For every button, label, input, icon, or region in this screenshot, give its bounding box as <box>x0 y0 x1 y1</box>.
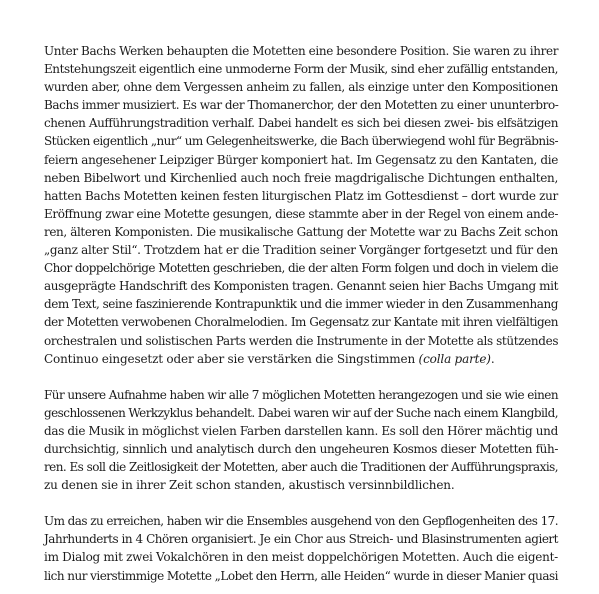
text-line: Für unsere Aufnahme haben wir alle 7 möglichen Motetten herangezogen und sie wie einen <box>44 387 558 402</box>
text-line: durchsichtig, sinnlich und analytisch durch den ungeheuren Kosmos dieser Motetten füh- <box>44 441 558 456</box>
text-line: orchestralen und solistischen Parts werden die Instrumente in der Motette als stützendes <box>44 333 559 348</box>
text-line: ren, älteren Komponisten. Die musikalische Gattung der Motette war zu Bachs Zeit schon <box>44 224 558 239</box>
text-segment: Continuo eingesetzt oder aber sie verstärken die Singstimmen <box>44 351 419 366</box>
text-page <box>44 42 558 585</box>
text-line: Bachs immer musiziert. Es war der Thomanerchor, der den Motetten zu einer ununterbro- <box>44 98 559 113</box>
text-line: feiern angesehener Leipziger Bürger komponiert hat. Im Gegensatz zu den Kantaten, die <box>44 152 558 167</box>
text-line: wurden aber, ohne dem Vergessen anheim zu fallen, als einzige unter den Kompositionen <box>44 80 558 95</box>
italic-term: (colla parte) <box>418 351 491 366</box>
text-line: neben Bibelwort und Kirchenlied auch noch freie magdrigalische Dichtungen enthalten, <box>44 170 558 185</box>
text-line: Um das zu erreichen, haben wir die Ensembles ausgehend von den Gepflogenheiten des 17. <box>44 514 558 529</box>
text-line: das die Musik in möglichst vielen Farben darstellen kann. Es soll den Hörer mächtig und <box>44 423 558 438</box>
text-line: dem Text, seine faszinierende Kontrapunktik und die immer wieder in den Zusammenhang <box>44 297 558 312</box>
text-line: Entstehungszeit eigentlich eine unmoderne Form der Musik, sind eher zufällig entstanden, <box>44 62 559 77</box>
text-line: Stücken eigentlich „nur“ um Gelegenheitswerke, die Bach überwiegend wohl für Begräbnis- <box>44 134 558 149</box>
text-line: ausgeprägte Handschrift des Komponisten tragen. Genannt seien hier Bachs Umgang mit <box>44 279 558 294</box>
text-line: lich nur vierstimmige Motette „Lobet den Herrn, alle Heiden“ wurde in dieser Manier quasi <box>44 568 558 583</box>
text-segment: . <box>490 351 495 366</box>
text-line <box>44 350 558 368</box>
text-line: Chor doppelchörige Motetten geschrieben, die der alten Form folgen und doch in vielem die <box>44 261 558 276</box>
text-line: „ganz alter Stil“. Trotzdem hat er die Tradition seiner Vorgänger fortgesetzt und für den <box>44 243 558 258</box>
text-line: hatten Bachs Motetten keinen festen liturgischen Platz im Gottesdienst – dort wurde zur <box>44 188 558 203</box>
text-line: Jahrhunderts in 4 Chören organisiert. Je ein Chor aus Streich- und Blasinstrumenten agiert <box>44 532 558 547</box>
text-line: zu denen sie in ihrer Zeit schon standen, akustisch versinnbildlichen. <box>44 478 455 493</box>
text-line: ren. Es soll die Zeitlosigkeit der Motetten, aber auch die Traditionen der Aufführungspraxis, <box>44 460 558 475</box>
paragraph-3 <box>44 512 558 584</box>
text-line: geschlossenen Werkzyklus behandelt. Dabei waren wir auf der Suche nach einem Klangbild, <box>44 405 558 420</box>
paragraph-1 <box>44 42 558 368</box>
text-line: Eröffnung zwar eine Motette gesungen, diese stammte aber in der Regel von einem ande- <box>44 206 558 221</box>
text-line: Unter Bachs Werken behaupten die Motetten eine besondere Position. Sie waren zu ihrer <box>44 44 559 58</box>
text-line: chenen Aufführungstradition verhalf. Dabei handelt es sich bei diesen zwei- bis elfsätzigen <box>44 116 558 131</box>
text-line: im Dialog mit zwei Vokalchören in den meist doppelchörigen Motetten. Auch die eigent- <box>44 550 558 565</box>
paragraph-2 <box>44 386 558 495</box>
text-line: der Motetten verwobenen Choralmelodien. Im Gegensatz zur Kantate mit ihren vielfältigen <box>44 315 558 330</box>
